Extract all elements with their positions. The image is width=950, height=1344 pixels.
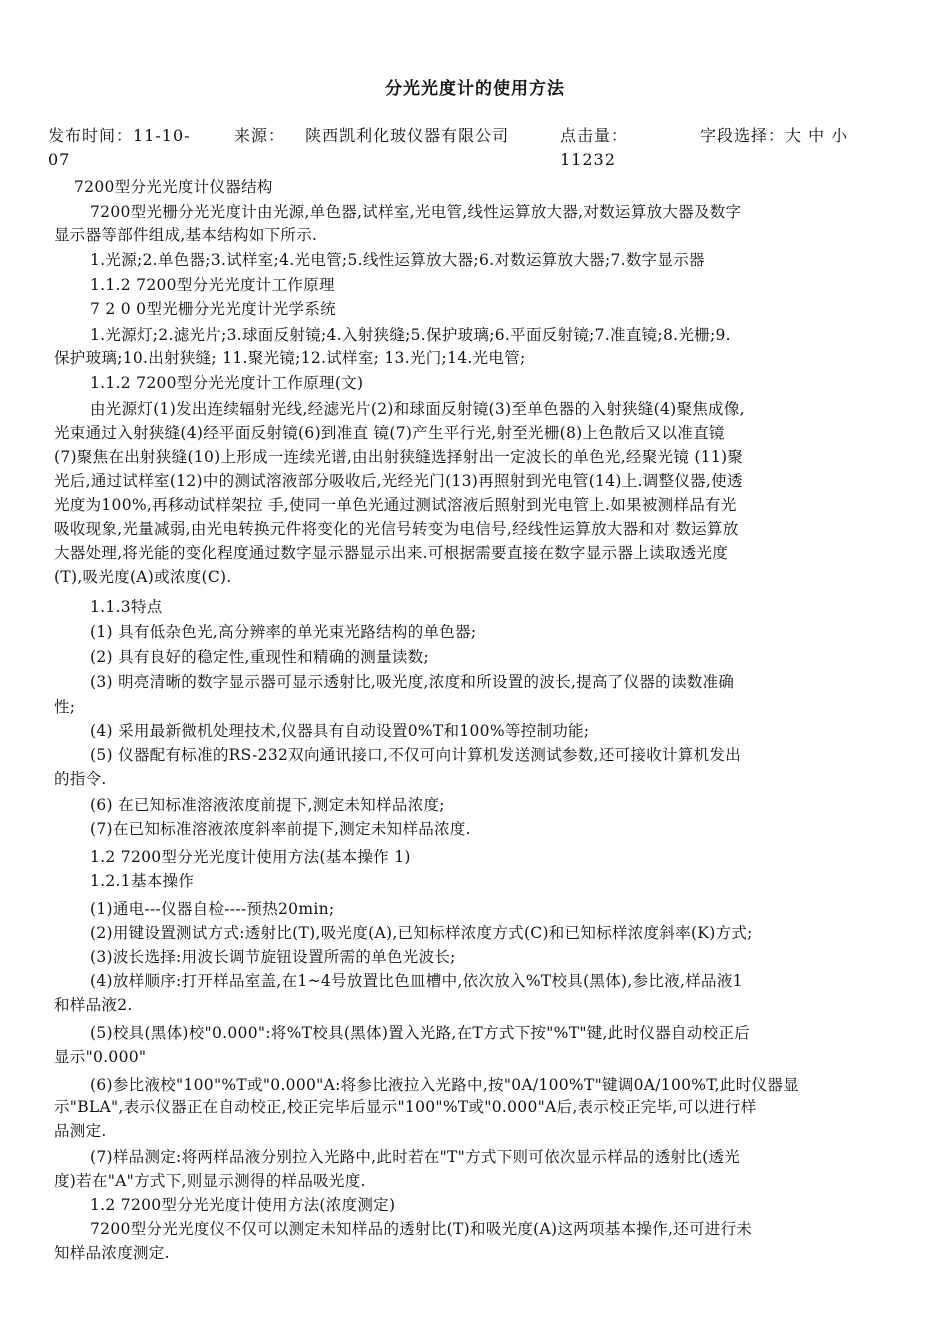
source-label: 来源： (234, 126, 286, 145)
source-name: 陕西凯利化玻仪器有限公司 (305, 126, 510, 145)
body-line: (T),吸光度(A)或浓度(C). (54, 568, 232, 586)
page-title: 分光光度计的使用方法 (385, 79, 565, 99)
body-line: 品测定. (54, 1122, 107, 1140)
body-line: (4) 采用最新微机处理技术,仪器具有自动设置0%T和100%等控制功能; (90, 722, 590, 740)
body-line: 显示"0.000" (54, 1048, 147, 1066)
body-line: 1.2 7200型分光光度计使用方法(浓度测定) (90, 1196, 396, 1214)
body-line: 性; (54, 698, 76, 716)
body-line: 1.光源灯;2.滤光片;3.球面反射镜;4.入射狭缝;5.保护玻璃;6.平面反射镜;7.准直镜;8.光栅;9. (90, 326, 731, 344)
body-line: 显示器等部件组成,基本结构如下所示. (54, 226, 318, 244)
body-line: 1.1.2 7200型分光光度计工作原理 (90, 276, 335, 294)
body-line: 7200型光栅分光光度计由光源,单色器,试样室,光电管,线性运算放大器,对数运算放大器及数字 (90, 203, 742, 221)
body-line: 7 2 0 0型光栅分光光度计光学系统 (90, 300, 336, 318)
body-line: 1.光源;2.单色器;3.试样室;4.光电管;5.线性运算放大器;6.对数运算放大器;7.数字显示器 (90, 251, 705, 269)
body-line: (5)校具(黑体)校"0.000":将%T校具(黑体)置入光路,在T方式下按"%T"键,此时仪器自动校正后 (90, 1024, 750, 1042)
body-line: 示"BLA",表示仪器正在自动校正,校正完毕后显示"100"%T或"0.000"A后,表示校正完毕,可以进行样 (54, 1098, 757, 1116)
body-line: 保护玻璃;10.出射狭缝; 11.聚光镜;12.试样室; 13.光门;14.光电管; (54, 349, 526, 367)
body-line: (3) 明亮清晰的数字显示器可显示透射比,吸光度,浓度和所设置的波长,提高了仪器的读数准确 (90, 673, 735, 691)
body-line: (5) 仪器配有标准的RS-232双向通讯接口,不仅可向计算机发送测试参数,还可接收计算机发出 (90, 746, 742, 764)
body-line: (2)用键设置测试方式:透射比(T),吸光度(A),已知标样浓度方式(C)和已知标样浓度斜率(K)方式; (90, 924, 753, 942)
body-line: (1) 具有低杂色光,高分辨率的单光束光路结构的单色器; (90, 623, 477, 641)
font-size-selector[interactable]: 字段选择：大 中 小 (700, 126, 849, 145)
body-line: 光后,通过试样室(12)中的测试溶液部分吸收后,光经光门(13)再照射到光电管(14)上.调整仪器,使透 (54, 472, 743, 490)
body-line: 1.1.3特点 (90, 598, 163, 616)
body-line: 和样品液2. (54, 996, 133, 1014)
body-line: 吸收现象,光量减弱,由光电转换元件将变化的光信号转变为电信号,经线性运算放大器和对 数运算放 (54, 520, 739, 538)
body-line: (3)波长选择:用波长调节旋钮设置所需的单色光波长; (90, 948, 456, 966)
source (234, 124, 509, 148)
body-line: (4)放样顺序:打开样品室盖,在1~4号放置比色皿槽中,依次放入%T校具(黑体),参比液,样品液1 (90, 972, 743, 990)
body-line: (2) 具有良好的稳定性,重现性和精确的测量读数; (90, 648, 430, 666)
body-line: 1.1.2 7200型分光光度计工作原理(文) (90, 374, 364, 392)
body-line: 由光源灯(1)发出连续辐射光线,经滤光片(2)和球面反射镜(3)至单色器的入射狭缝(4)聚焦成像, (90, 400, 745, 418)
body-line: (7)聚焦在出射狭缝(10)上形成一连续光谱,由出射狭缝选择射出一定波长的单色光,经聚光镜 (11)聚 (54, 448, 744, 466)
body-line: 光束通过入射狭缝(4)经平面反射镜(6)到准直 镜(7)产生平行光,射至光栅(8)上色散后又以准直镜 (54, 424, 725, 442)
body-line: 知样品浓度测定. (54, 1244, 170, 1262)
body-line: (1)通电---仪器自检----预热20min; (90, 900, 335, 918)
body-line: 度)若在"A"方式下,则显示测得的样品吸光度. (54, 1172, 366, 1190)
body-line: 光度为100%,再移动试样架拉 手,使同一单色光通过测试溶液后照射到光电管上.如果被测样品有光 (54, 496, 737, 514)
body-line: (6) 在已知标准溶液浓度前提下,测定未知样品浓度; (90, 796, 445, 814)
body-line: 1.2 7200型分光光度计使用方法(基本操作 1) (90, 848, 411, 866)
click-count: 点击量：11232 (560, 126, 629, 169)
body-line: 大器处理,将光能的变化程度通过数字显示器显示出来.可根据需要直接在数字显示器上读取透光度 (54, 544, 729, 562)
publish-time: 发布时间：11-10-07 (48, 126, 191, 169)
body-line: (6)参比液校"100"%T或"0.000"A:将参比液拉入光路中,按"0A/100%T"键调0A/100%T,此时仪器显 (90, 1076, 799, 1094)
body-line: 1.2.1基本操作 (90, 872, 195, 890)
body-line: 7200型分光光度仪不仅可以测定未知样品的透射比(T)和吸光度(A)这两项基本操作,还可进行未 (90, 1220, 753, 1238)
body-line: (7)样品测定:将两样品液分别拉入光路中,此时若在"T"方式下则可依次显示样品的透射比(透光 (90, 1148, 741, 1166)
body-line: 的指令. (54, 770, 107, 788)
body-line: 7200型分光光度计仪器结构 (74, 178, 273, 196)
body-line: (7)在已知标准溶液浓度斜率前提下,测定未知样品浓度. (90, 820, 471, 838)
